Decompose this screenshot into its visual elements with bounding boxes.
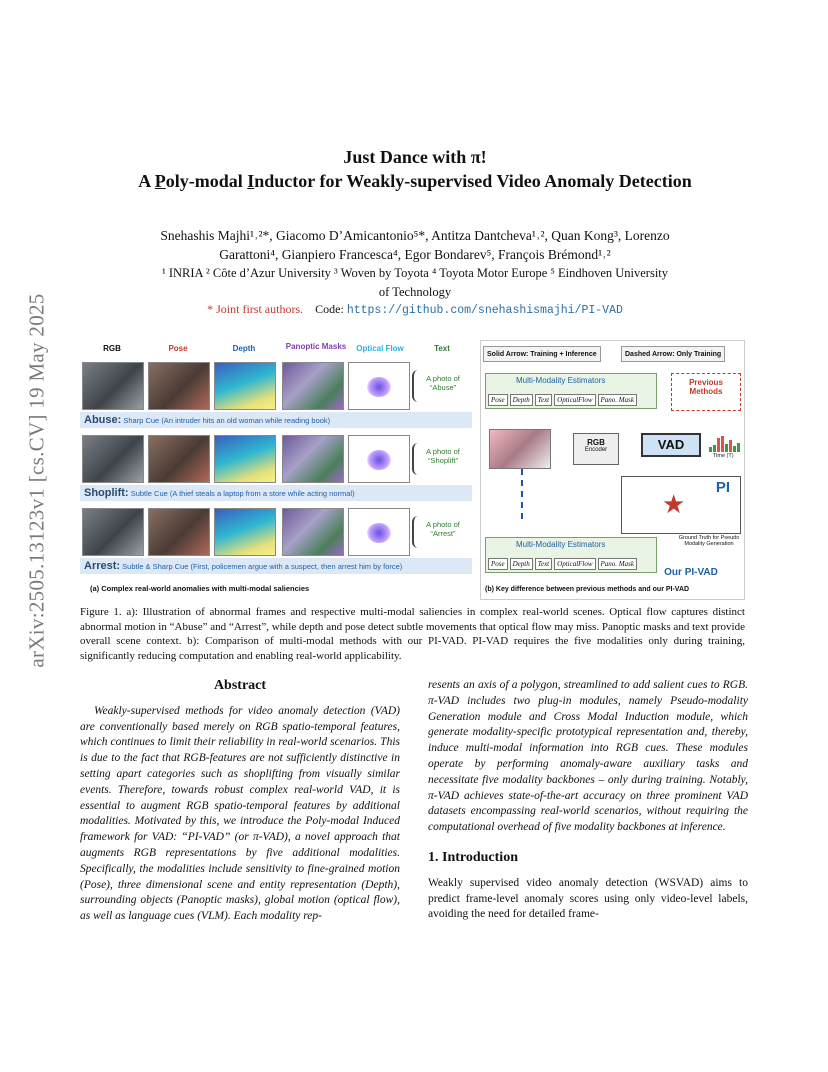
mod-depth: Depth: [510, 558, 533, 570]
video-frames: [489, 429, 551, 469]
pi-module: [621, 476, 741, 534]
depth-frame: [214, 362, 276, 410]
text-cue: A photo of “Shoplift”: [412, 443, 472, 475]
title-line-2: [80, 169, 750, 193]
figure-1a: [80, 340, 472, 600]
authors-line-1: Snehashis Majhi¹˒²*, Giacomo D’Amicantonio⁵*, Antitza Dantcheva¹˒², Quan Kong³, Lorenzo: [160, 228, 670, 243]
figure-caption: [80, 605, 745, 663]
arxiv-stamp: [22, 292, 52, 668]
code-line: [95, 302, 735, 317]
mod-pose: Pose: [488, 558, 508, 570]
flow-frame: [348, 508, 410, 556]
author-list: [95, 226, 735, 264]
title-underlined-p: P: [154, 171, 166, 191]
abstract-continued: resents an axis of a polygon, streamlined to add salient cues to RGB. π-VAD includes two plug-in modules, namely Pseudo-modality Generation module and Cross Modal Induction module, which generate modality-specific prototypical representation and, thereby, induce multi-modal information into RGB cues. These modules operate by performing anomaly-aware auxiliary tasks and necessitate five modality backbones – only during training. Notably, π-VAD achieves state-of-the-art accuracy on three prominent VAD datasets encompassing real-world scenarios, without requiring the computational overhead of five modality backbones at inference.: [428, 679, 748, 834]
authors-line-2: Garattoni⁴, Gianpiero Francesca⁴, Egor Bondarev⁵, François Brémond¹˒²: [219, 247, 611, 262]
pose-frame: [148, 362, 210, 410]
affiliations-line-1: ¹ INRIA ² Côte d’Azur University ³ Woven by Toyota ⁴ Toyota Motor Europe ⁵ Eindhoven University: [161, 266, 669, 280]
legend-dashed: Dashed Arrow: Only Training: [621, 346, 725, 362]
rgb-frame: [82, 435, 144, 483]
row-shoplift: [80, 435, 472, 507]
figure-1b: [480, 340, 745, 600]
row-arrest: [80, 508, 472, 580]
cue-desc: Sharp Cue (An intruder hits an old woman while reading book): [123, 416, 331, 425]
title-part: A: [138, 171, 155, 191]
introduction-heading: 1. Introduction: [428, 849, 518, 865]
caption-label: Figure 1.: [80, 606, 122, 618]
rgb-frame: [82, 508, 144, 556]
flow-frame: [348, 435, 410, 483]
cue-desc: Subtle & Sharp Cue (First, policemen argue with a suspect, then arrest him by force): [122, 562, 403, 571]
text-cue: A photo of “Abuse”: [412, 370, 472, 402]
legend-solid: Solid Arrow: Training + Inference: [483, 346, 601, 362]
mod-pose: Pose: [488, 394, 508, 406]
rgb-label: RGB: [587, 438, 605, 447]
panoptic-frame: [282, 508, 344, 556]
anomaly-score-bars: [709, 436, 745, 452]
column-headers: [80, 344, 472, 364]
text-cue: A photo of “Arrest”: [412, 516, 472, 548]
mod-depth: Depth: [510, 394, 533, 406]
mod-text: Text: [535, 558, 552, 570]
cue-bar: [80, 558, 472, 574]
dashed-arrow: [521, 469, 523, 519]
depth-frame: [214, 435, 276, 483]
arrow-legend: [481, 346, 746, 364]
title-underlined-i: I: [247, 171, 255, 191]
thumbnail-strip: [80, 435, 410, 483]
paper-title: [80, 145, 750, 193]
mod-flow: OpticalFlow: [554, 558, 595, 570]
modality-list: [488, 394, 637, 406]
title-part: nductor for Weakly-supervised Video Anomaly Detection: [254, 171, 692, 191]
depth-frame: [214, 508, 276, 556]
title-part: oly-modal: [165, 171, 248, 191]
time-label: Time (T): [713, 453, 734, 459]
introduction-text: Weakly supervised video anomaly detection (WSVAD) aims to predict frame-level anomaly scores using only video-level labels, avoiding the need for detailed frame-: [428, 876, 748, 921]
figure-1a-caption: (a) Complex real-world anomalies with multi-modal saliencies: [90, 584, 310, 593]
gt-note: Ground Truth for Pseudo Modality Generation: [678, 535, 740, 547]
polygon-icon: ★: [662, 489, 686, 519]
affiliations-line-2: of Technology: [378, 285, 452, 299]
thumbnail-strip: [80, 362, 410, 410]
abstract-heading: Abstract: [213, 678, 267, 693]
previous-methods: Previous Methods: [671, 373, 741, 411]
rgb-frame: [82, 362, 144, 410]
col-flow: Optical Flow: [356, 344, 404, 353]
code-label: Code:: [315, 302, 344, 316]
vad-block: VAD: [641, 433, 701, 457]
thumbnail-strip: [80, 508, 410, 556]
our-method-label: Our PI-VAD: [664, 567, 718, 578]
mod-pano: Pano. Mask: [598, 394, 637, 406]
cue-bar: [80, 485, 472, 501]
row-abuse: [80, 362, 472, 434]
pose-frame: [148, 435, 210, 483]
caption-text: a): Illustration of abnormal frames and respective multi-modal saliencies in complex real-world scenes. Optical flow captures distinct abnormal motion in “Abuse” and “Arrest”, while depth and pose detect subtle movements that optical flow may miss. Panoptic masks and text provide overall scene context. b): Comparison of multi-modal methods with our PI-VAD. PI-VAD requires the five modalities only during training, significantly reducing computation and enabling real-world applicability.: [80, 606, 745, 662]
col-rgb: RGB: [103, 344, 121, 353]
cue-desc: Subtle Cue (A thief steals a laptop from a store while acting normal): [130, 489, 355, 498]
encoder-label: Encoder: [584, 447, 608, 453]
panoptic-frame: [282, 362, 344, 410]
class-label: Arrest:: [84, 560, 121, 572]
flow-frame: [348, 362, 410, 410]
mme-bottom: [485, 537, 657, 573]
joint-authors-note: * Joint first authors.: [207, 302, 304, 316]
rgb-encoder: [573, 433, 619, 465]
col-text: Text: [434, 344, 450, 353]
mme-top: [485, 373, 657, 409]
arxiv-id: arXiv:2505.13123v1 [cs.CV] 19 May 2025: [24, 292, 49, 668]
right-column: [428, 678, 748, 923]
modality-list: [488, 558, 637, 570]
code-link[interactable]: https://github.com/snehashismajhi/PI-VAD: [346, 304, 623, 317]
pose-frame: [148, 508, 210, 556]
class-label: Shoplift:: [84, 487, 129, 499]
col-panoptic: Panoptic Masks: [285, 342, 347, 351]
mod-text: Text: [535, 394, 552, 406]
col-depth: Depth: [232, 344, 256, 353]
affiliations: [95, 264, 735, 302]
figure-1b-caption: (b) Key difference between previous methods and our PI-VAD: [485, 586, 690, 593]
mme-title: Multi-Modality Estimators: [516, 540, 606, 549]
cue-bar: [80, 412, 472, 428]
abstract-text: Weakly-supervised methods for video anomaly detection (VAD) are conventionally based merely on RGB spatio-temporal features, which continues to limit their reliability in real-world scenarios. This is due to the fact that RGB-features are not sufficiently distinctive in setting apart categories such as shoplifting from visually similar events. Therefore, towards robust complex real-world VAD, it is essential to augment RGB spatio-temporal features by additional modalities. Motivated by this, we introduce the Poly-modal Induced framework for VAD: “PI-VAD” (or π-VAD), a novel approach that augments RGB representations by five additional modalities. Specifically, the modalities include sensitivity to fine-grained motion (Pose), three dimensional scene and entity representation (Depth), surrounding objects (Panoptic masks), global motion (optical flow), as well as language cues (VLM). Each modality rep-: [80, 704, 400, 923]
panoptic-frame: [282, 435, 344, 483]
mme-title: Multi-Modality Estimators: [516, 376, 606, 385]
mod-flow: OpticalFlow: [554, 394, 595, 406]
title-line-1: Just Dance with π!: [343, 147, 487, 167]
mod-pano: Pano. Mask: [598, 558, 637, 570]
pi-label: PI: [715, 479, 730, 496]
class-label: Abuse:: [84, 414, 122, 426]
col-pose: Pose: [168, 344, 188, 353]
figure-1: [80, 340, 745, 600]
left-column: [80, 678, 400, 925]
